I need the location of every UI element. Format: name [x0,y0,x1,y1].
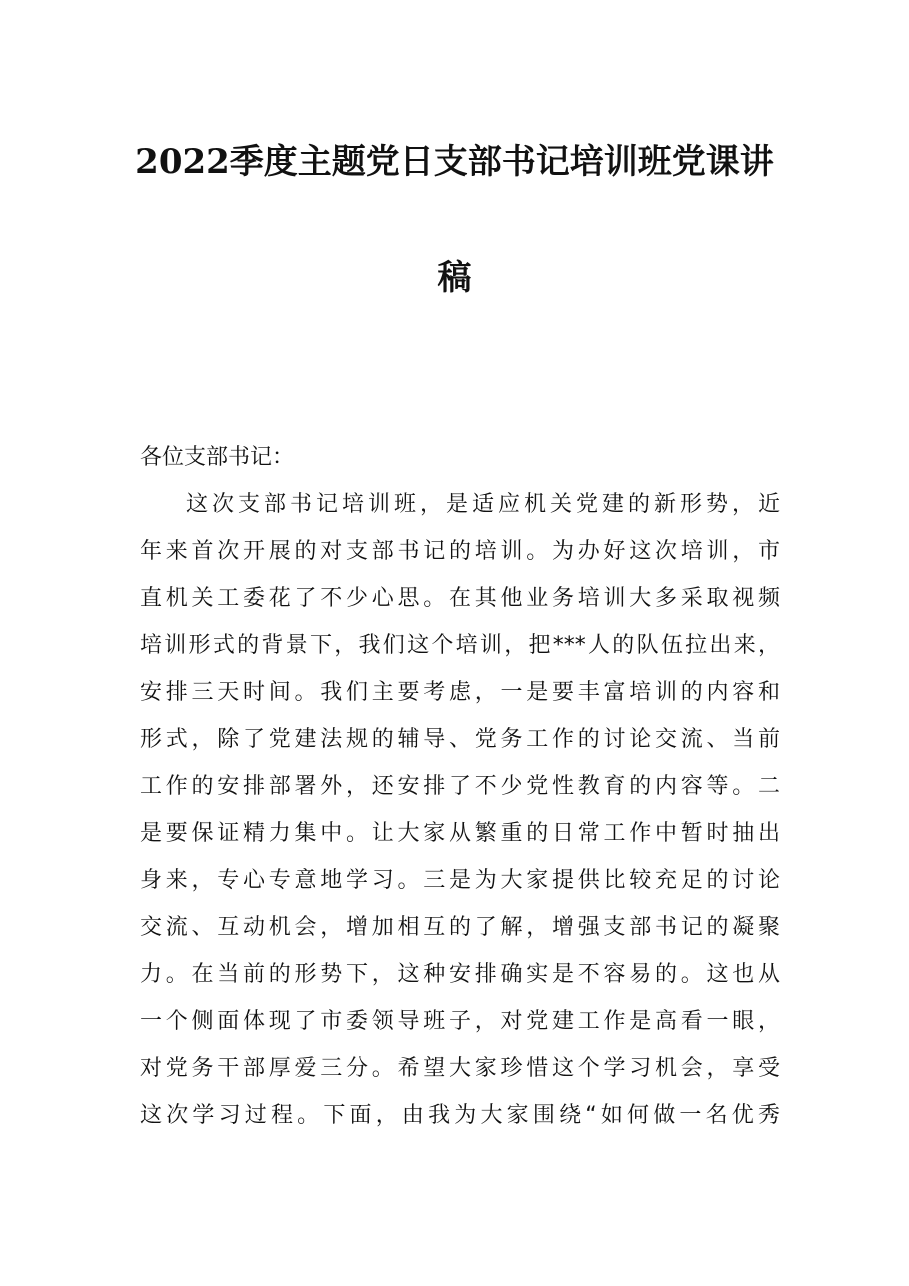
paragraph-line: 对党务干部厚爱三分。希望大家珍惜这个学习机会，享受 [140,1056,780,1081]
paragraph-line: 这次支部书记培训班，是适应机关党建的新形势，近 [186,492,780,517]
paragraph-line: 这次学习过程。下面，由我为大家围绕“如何做一名优秀 [140,1103,780,1128]
document-title-line-2: 稿 [437,258,472,298]
paragraph-line: 形式，除了党建法规的辅导、党务工作的讨论交流、当前 [140,727,780,752]
paragraph-line: 是要保证精力集中。让大家从繁重的日常工作中暂时抽出 [140,821,780,846]
paragraph-line: 工作的安排部署外，还安排了不少党性教育的内容等。二 [140,774,780,799]
paragraph-line: 直机关工委花了不少心思。在其他业务培训大多采取视频 [140,586,780,611]
paragraph-line: 交流、互动机会，增加相互的了解，增强支部书记的凝聚 [140,915,780,940]
salutation: 各位支部书记： [140,445,295,470]
paragraph-line: 一个侧面体现了市委领导班子，对党建工作是高看一眼， [140,1009,780,1034]
paragraph-line: 力。在当前的形势下，这种安排确实是不容易的。这也从 [140,962,780,987]
body-paragraph [140,481,780,1139]
paragraph-line: 身来，专心专意地学习。三是为大家提供比较充足的讨论 [140,868,780,893]
paragraph-line: 安排三天时间。我们主要考虑，一是要丰富培训的内容和 [140,680,780,705]
paragraph-line: 培训形式的背景下，我们这个培训，把***人的队伍拉出来， [140,633,780,658]
document-title-line-1: 2022季度主题党日支部书记培训班党课讲 [135,142,774,182]
paragraph-line: 年来首次开展的对支部书记的培训。为办好这次培训，市 [140,539,780,564]
